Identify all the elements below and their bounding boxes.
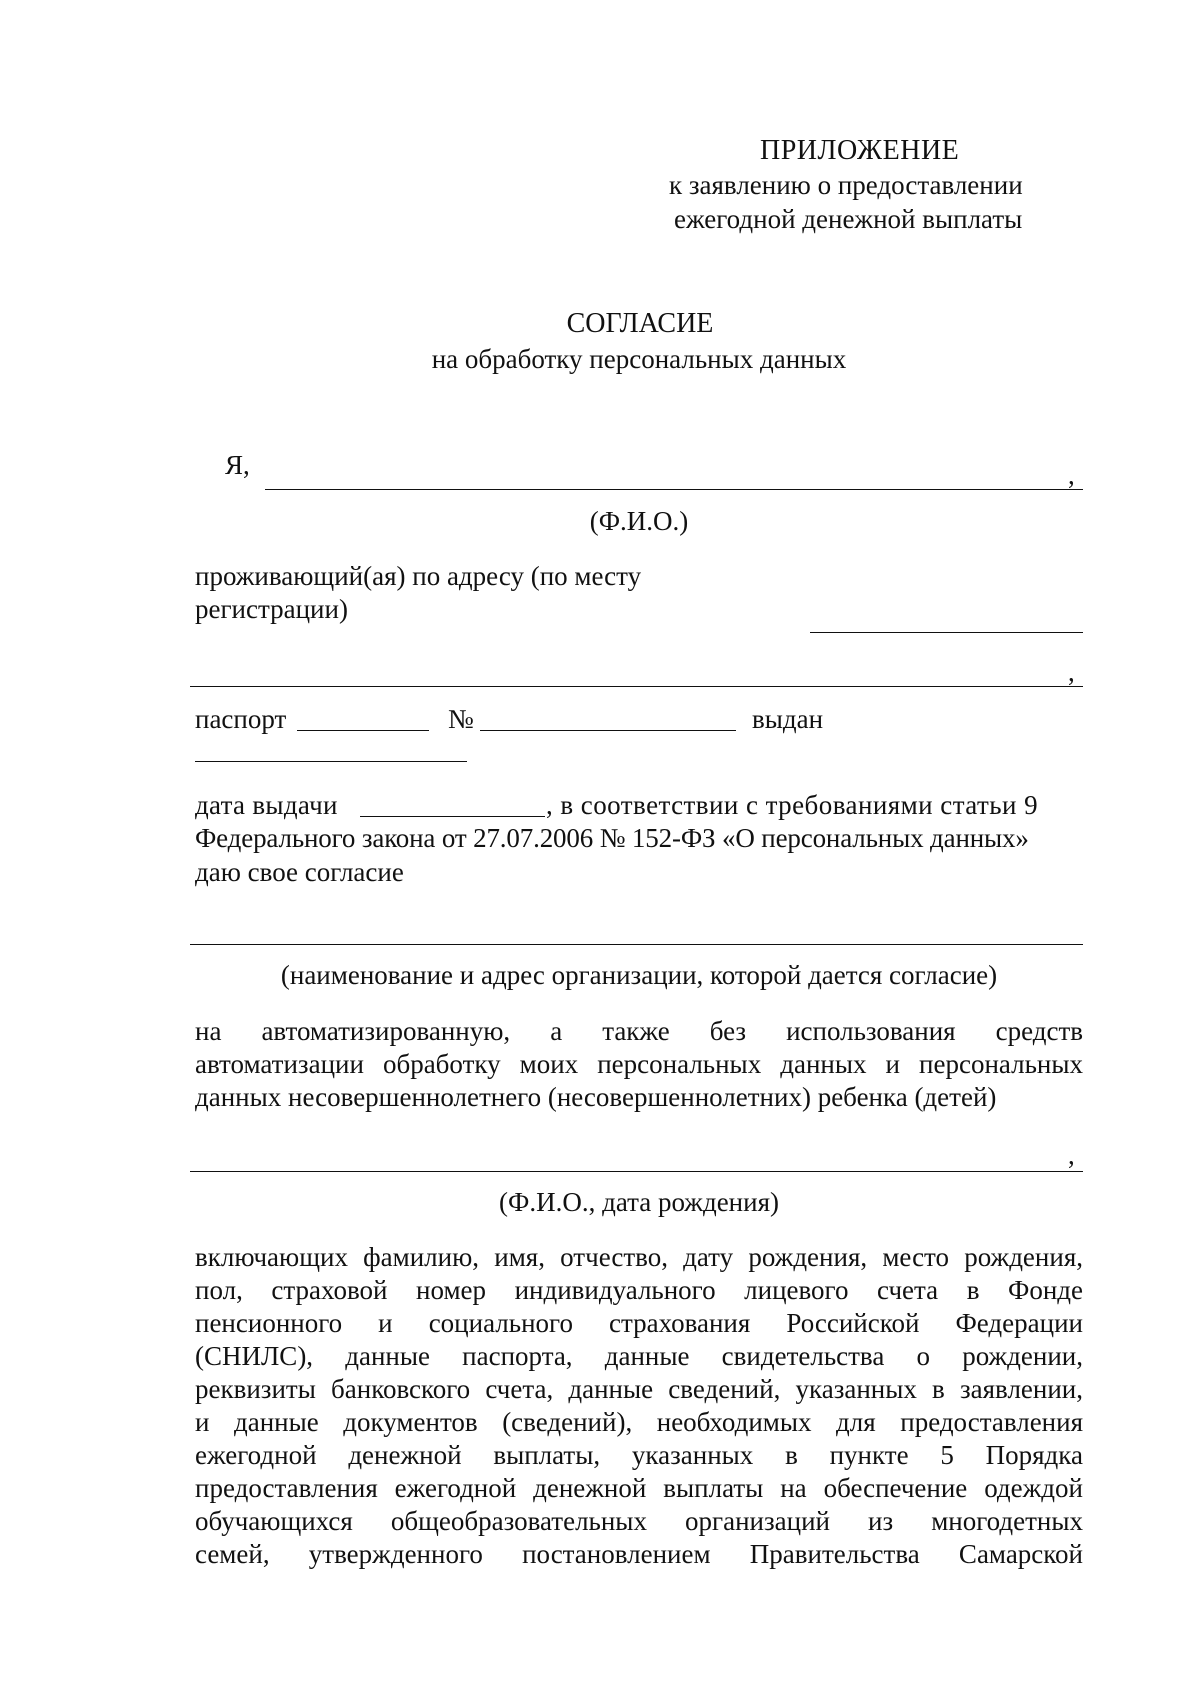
address-line-short[interactable] [810,632,1083,633]
consent-line-1: , в соответствии с требованиями статьи 9 [546,790,1039,820]
document-title: СОГЛАСИЕ [566,308,714,339]
appendix-title: ПРИЛОЖЕНИЕ [760,135,960,166]
child-comma: , [1068,1140,1075,1170]
fio-line[interactable] [265,489,1083,490]
paragraph-1-line-3: данных несовершеннолетнего (несовершеннолетних) ребенка (детей) [195,1082,997,1112]
document-subtitle: на обработку персональных данных [431,344,847,374]
organization-caption: (наименование и адрес организации, которой дается согласие) [280,960,998,990]
address-label-1: проживающий(ая) по адресу (по месту [195,561,642,591]
organization-line[interactable] [190,944,1083,945]
paragraph-1-line-2: автоматизации обработку моих персональных данных и персональных [195,1049,1083,1079]
i-label: Я, [225,450,250,480]
consent-line-3: даю свое согласие [195,857,404,887]
passport-number-line[interactable] [480,730,736,731]
passport-number-label: № [448,704,474,734]
body-line: пенсионного и социального страхования Российской Федерации [195,1308,1083,1338]
fio-comma: , [1068,460,1075,490]
body-line: ежегодной денежной выплаты, указанных в пункте 5 Порядка [195,1440,1083,1470]
address-label-2: регистрации) [195,594,348,624]
body-line: предоставления ежегодной денежной выплаты на обеспечение одеждой [195,1473,1083,1503]
passport-issuer-line[interactable] [195,761,467,762]
passport-label: паспорт [195,704,287,734]
appendix-line-1: к заявлению о предоставлении [669,170,1023,200]
appendix-line-2: ежегодной денежной выплаты [674,204,1023,234]
body-line: обучающихся общеобразовательных организаций из многодетных [195,1506,1083,1536]
address-line-full[interactable] [190,686,1083,687]
body-line: и данные документов (сведений), необходимых для предоставления [195,1407,1083,1437]
issue-date-line[interactable] [360,816,545,817]
address-comma: , [1068,657,1075,687]
body-line: реквизиты банковского счета, данные сведений, указанных в заявлении, [195,1374,1083,1404]
fio-caption: (Ф.И.О.) [589,506,689,536]
consent-line-2: Федерального закона от 27.07.2006 № 152-ФЗ «О персональных данных» [195,823,1029,853]
body-line: пол, страховой номер индивидуального лицевого счета в Фонде [195,1275,1083,1305]
child-caption: (Ф.И.О., дата рождения) [499,1187,779,1217]
issue-date-label: дата выдачи [195,790,338,820]
passport-issued-label: выдан [752,704,824,734]
paragraph-1-line-1: на автоматизированную, а также без использования средств [195,1016,1083,1046]
body-line: включающих фамилию, имя, отчество, дату рождения, место рождения, [195,1242,1083,1272]
child-fio-line[interactable] [190,1171,1083,1172]
body-line: (СНИЛС), данные паспорта, данные свидетельства о рождении, [195,1341,1083,1371]
body-line: семей, утвержденного постановлением Правительства Самарской [195,1539,1083,1569]
passport-series-line[interactable] [297,730,429,731]
